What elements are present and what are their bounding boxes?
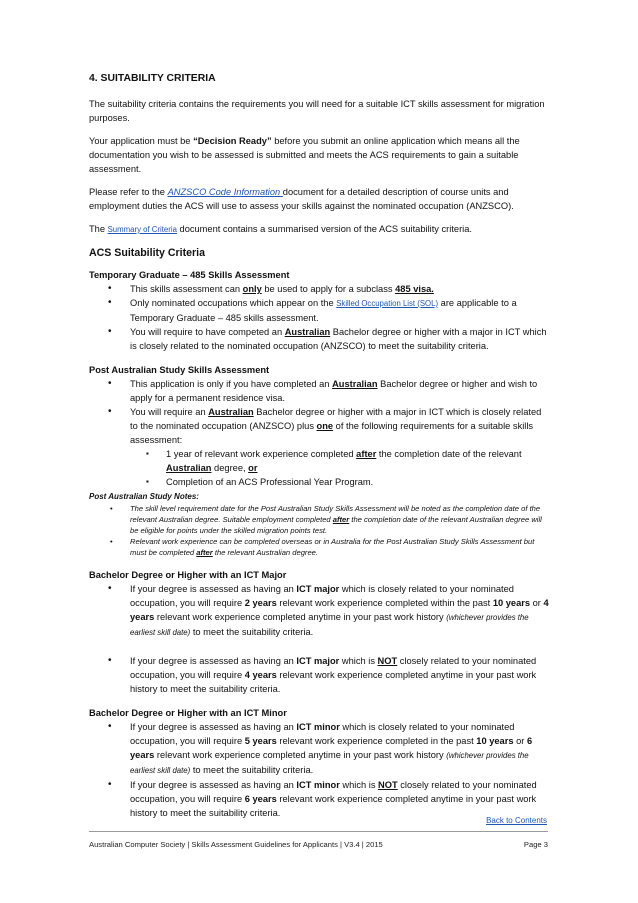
decision-ready-text: “Decision Ready” (193, 136, 272, 146)
emphasis: Australian (208, 407, 254, 417)
text: If your degree is assessed as having an (130, 780, 297, 790)
emphasis: 2 years (244, 598, 277, 608)
emphasis: NOT (378, 780, 398, 790)
text: Relevant work experience can be completed overseas or in Australia for the Post Australian Study Skills Assessment but must be completed (130, 537, 535, 557)
anzsco-code-link[interactable]: ANZSCO Code Information (167, 187, 283, 197)
text: are applicable to a Temporary Graduate – 485 skills assessment. (130, 298, 517, 323)
list-item (89, 325, 549, 353)
text: Bachelor degree or higher with a major in ICT which is closely related to the nominated occupation (ANZSCO) plus (130, 407, 542, 431)
temporary-graduate-heading: Temporary Graduate – 485 Skills Assessment (89, 270, 290, 280)
text: If your degree is assessed as having an (130, 656, 297, 666)
list-item (89, 582, 549, 640)
text: degree, (211, 463, 249, 473)
temporary-graduate-list (89, 282, 549, 353)
section-heading: 4. SUITABILITY CRITERIA (89, 73, 216, 84)
small-note: (whichever provides the earliest skill date) (130, 751, 529, 775)
emphasis: one (316, 421, 334, 431)
text: be used to apply for a subclass (261, 284, 396, 294)
emphasis: Australian (332, 379, 378, 389)
ict-minor-heading: Bachelor Degree or Higher with an ICT Minor (89, 708, 287, 718)
emphasis: 5 years (244, 736, 277, 746)
list-item (89, 778, 549, 820)
emphasis: after (332, 515, 350, 524)
text: Please refer to the (89, 187, 168, 197)
intro-paragraph-1: The suitability criteria contains the requirements you will need for a suitable ICT skills assessment for migration purposes. (89, 99, 545, 123)
emphasis: ICT major (296, 656, 340, 666)
emphasis: 6 years (244, 794, 277, 804)
emphasis: after (356, 449, 377, 459)
text: Only nominated occupations which appear on the (130, 298, 337, 308)
list-item (89, 282, 549, 296)
emphasis: ICT major (296, 584, 340, 594)
text: If your degree is assessed as having an (130, 722, 297, 732)
text: document contains a summarised version of the ACS suitability criteria. (176, 224, 472, 234)
list-item (89, 720, 549, 778)
page-footer (89, 840, 548, 849)
text: relevant work experience completed anytime in your past work history (154, 612, 447, 622)
text: which is (339, 780, 379, 790)
text: The skill level requirement date for the Post Australian Study Skills Assessment will be noted as the completion date of the relevant Australian degree. Suitable employment completed (130, 504, 541, 524)
summary-of-criteria-link[interactable]: Summary of Criteria (107, 225, 177, 234)
emphasis: Australian (166, 463, 212, 473)
text: or (513, 736, 527, 746)
emphasis: 4 years (130, 598, 549, 622)
text: Bachelor degree or higher with a major in ICT which is closely related to the nominated occupation (ANZSCO) to meet the suitability criteria. (130, 327, 547, 351)
text: This skills assessment can (130, 284, 243, 294)
text: or (530, 598, 544, 608)
text: relevant work experience completed anytime in your past work history to meet the suitability criteria. (130, 670, 537, 694)
text: Bachelor degree or higher and wish to apply for a permanent residence visa. (130, 379, 538, 403)
text: which is (339, 656, 378, 666)
acs-criteria-heading: ACS Suitability Criteria (89, 247, 205, 259)
emphasis: ICT minor (296, 780, 340, 790)
page-number: Page 3 (523, 840, 548, 849)
list-item (89, 654, 549, 696)
ict-major-heading: Bachelor Degree or Higher with an ICT Major (89, 570, 287, 580)
skilled-occupation-list-link[interactable]: Skilled Occupation List (SOL) (336, 299, 439, 308)
ict-major-list (89, 582, 549, 696)
footer-text: Australian Computer Society | Skills Assessment Guidelines for Applicants | V3.4 | 2015 (89, 840, 383, 849)
text: document for a detailed description of course units and employment duties the ACS will use to assess your skills against the nominated occupation (ANZSCO). (89, 187, 514, 211)
ict-minor-list (89, 720, 549, 820)
post-australian-study-heading: Post Australian Study Skills Assessment (89, 365, 270, 375)
text: The (89, 224, 108, 234)
text: This application is only if you have completed an (130, 379, 333, 389)
text: of the following requirements for a suitable skills assessment: (130, 421, 534, 445)
text: relevant work experience completed within the past (276, 598, 493, 608)
text: which is closely related to your nominated occupation, you will require (130, 584, 514, 608)
page-content (89, 72, 549, 820)
text: the completion date of the relevant (376, 449, 522, 459)
list-item (89, 377, 549, 405)
intro-paragraph-3 (89, 185, 549, 213)
intro-paragraph-4 (89, 222, 549, 237)
text: 1 year of relevant work experience completed (166, 449, 357, 459)
note-item (89, 536, 549, 558)
notes-list (89, 503, 549, 558)
text: Your application must be (89, 136, 194, 146)
post-australian-study-list (89, 377, 549, 489)
text: closely related to your nominated occupation, you will require (130, 780, 537, 804)
small-note: (whichever provides the earliest skill date) (130, 613, 529, 637)
footer-divider (89, 831, 548, 832)
sub-list-item (89, 447, 549, 475)
emphasis: or (248, 463, 258, 473)
sub-list-item: ▪ Completion of an ACS Professional Year Program. (89, 475, 549, 489)
list-item (89, 296, 549, 325)
emphasis: 6 years (130, 736, 533, 760)
text: before you submit an online application which means all the documentation you wish to be assessed is submitted and meets the ACS requirements to gain a suitable assessment. (89, 136, 520, 174)
notes-heading: Post Australian Study Notes: (89, 492, 199, 501)
text: which is closely related to your nominated occupation, you will require (130, 722, 515, 746)
text: You will require an (130, 407, 209, 417)
text: If your degree is assessed as having an (130, 584, 297, 594)
text: relevant work experience completed anytime in your past work history to meet the suitability criteria. (130, 794, 537, 818)
back-to-contents-link[interactable]: Back to Contents (486, 816, 547, 825)
emphasis: only (242, 284, 262, 294)
intro-paragraph-2 (89, 134, 549, 176)
emphasis: 485 visa. (395, 284, 434, 294)
emphasis: 10 years (492, 598, 531, 608)
emphasis: NOT (377, 656, 398, 666)
text: to meet the suitability criteria. (190, 627, 314, 637)
text: relevant work experience completed in the past (276, 736, 477, 746)
note-item (89, 503, 549, 536)
emphasis: 4 years (244, 670, 277, 680)
text: to meet the suitability criteria. (190, 765, 314, 775)
emphasis: after (196, 548, 213, 557)
text: the completion date of the relevant Australian degree will be eligible for points under the skilled migration points test. (130, 515, 542, 535)
text: You will require to have competed an (130, 327, 285, 337)
list-item (89, 405, 549, 447)
emphasis: Australian (284, 327, 331, 337)
emphasis: 10 years (476, 736, 514, 746)
text: relevant work experience completed anytime in your past work history (154, 750, 447, 760)
emphasis: ICT minor (296, 722, 340, 732)
text: the relevant Australian degree. (212, 548, 319, 557)
text: closely related to your nominated occupation, you will require (130, 656, 537, 680)
